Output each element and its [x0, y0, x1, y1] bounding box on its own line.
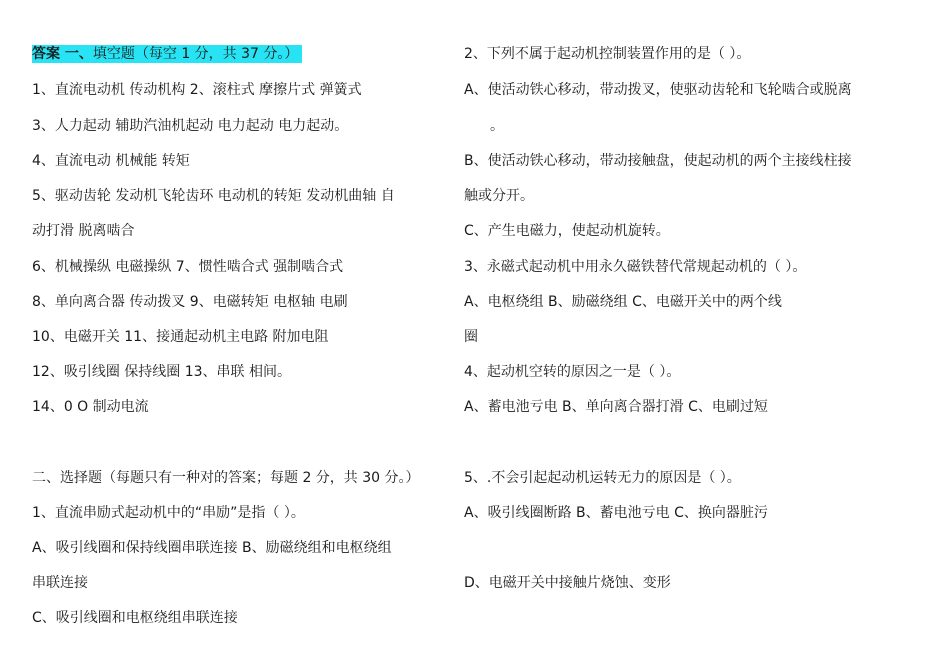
question-1-option-c: C、吸引线圈和电枢绕组串联连接 — [32, 610, 238, 626]
answer-line: 14、0 O 制动电流 — [32, 399, 149, 415]
answer-line: 10、电磁开关 11、接通起动机主电路 附加电阻 — [32, 329, 329, 345]
answer-line: 3、人力起动 辅助汽油机起动 电力起动 电力起动。 — [32, 118, 349, 134]
answer-line: 12、吸引线圈 保持线圈 13、串联 相间。 — [32, 364, 291, 380]
answer-line: 5、驱动齿轮 发动机飞轮齿环 电动机的转矩 发动机曲轴 自 — [32, 188, 395, 204]
question-5-options: A、吸引线圈断路 B、蓄电池亏电 C、换向器脏污 — [464, 505, 768, 521]
answer-line: 4、直流电动 机械能 转矩 — [32, 153, 190, 169]
question-2-option-b: B、使活动铁心移动，带动接触盘，使起动机的两个主接线柱接 — [464, 153, 852, 169]
answer-line: 动打滑 脱离啮合 — [32, 223, 135, 239]
question-3-options-cont: 圈 — [464, 329, 478, 345]
section2-title: 二、选择题（每题只有一种对的答案；每题 2 分，共 30 分。） — [32, 470, 420, 486]
section1-heading — [32, 44, 302, 64]
answer-line: 1、直流电动机 传动机构 2、滚柱式 摩擦片式 弹簧式 — [32, 82, 362, 98]
question-3-options: A、电枢绕组 B、励磁绕组 C、电磁开关中的两个线 — [464, 294, 782, 310]
question-1-options: A、吸引线圈和保持线圈串联连接 B、励磁绕组和电枢绕组 — [32, 540, 392, 556]
question-2-option-a: A、使活动铁心移动，带动拨叉，使驱动齿轮和飞轮啮合或脱离 — [464, 82, 852, 98]
question-2-option-a-cont: 。 — [490, 118, 504, 134]
question-1-options-cont: 串联连接 — [32, 575, 88, 591]
question-2-option-c: C、产生电磁力，使起动机旋转。 — [464, 223, 670, 239]
question-2: 2、下列不属于起动机控制装置作用的是（ ）。 — [464, 46, 751, 62]
heading-rest: 填空题（每空 1 分，共 37 分。） — [92, 46, 299, 62]
question-1: 1、直流串励式起动机中的“串励”是指（ ）。 — [32, 505, 305, 521]
question-4: 4、起动机空转的原因之一是（ ）。 — [464, 364, 681, 380]
answer-line: 8、单向离合器 传动拨叉 9、电磁转矩 电枢轴 电刷 — [32, 294, 348, 310]
question-5: 5、.不会引起起动机运转无力的原因是（ ）。 — [464, 470, 741, 486]
answer-line: 6、机械操纵 电磁操纵 7、惯性啮合式 强制啮合式 — [32, 259, 344, 275]
question-5-option-d: D、电磁开关中接触片烧蚀、变形 — [464, 575, 671, 591]
heading-bold: 答案 一、 — [32, 46, 93, 62]
heading-highlight — [32, 45, 302, 63]
question-3: 3、永磁式起动机中用永久磁铁替代常规起动机的（ ）。 — [464, 259, 807, 275]
question-4-options: A、蓄电池亏电 B、单向离合器打滑 C、电刷过短 — [464, 399, 768, 415]
question-2-option-b-cont: 触或分开。 — [464, 188, 534, 204]
